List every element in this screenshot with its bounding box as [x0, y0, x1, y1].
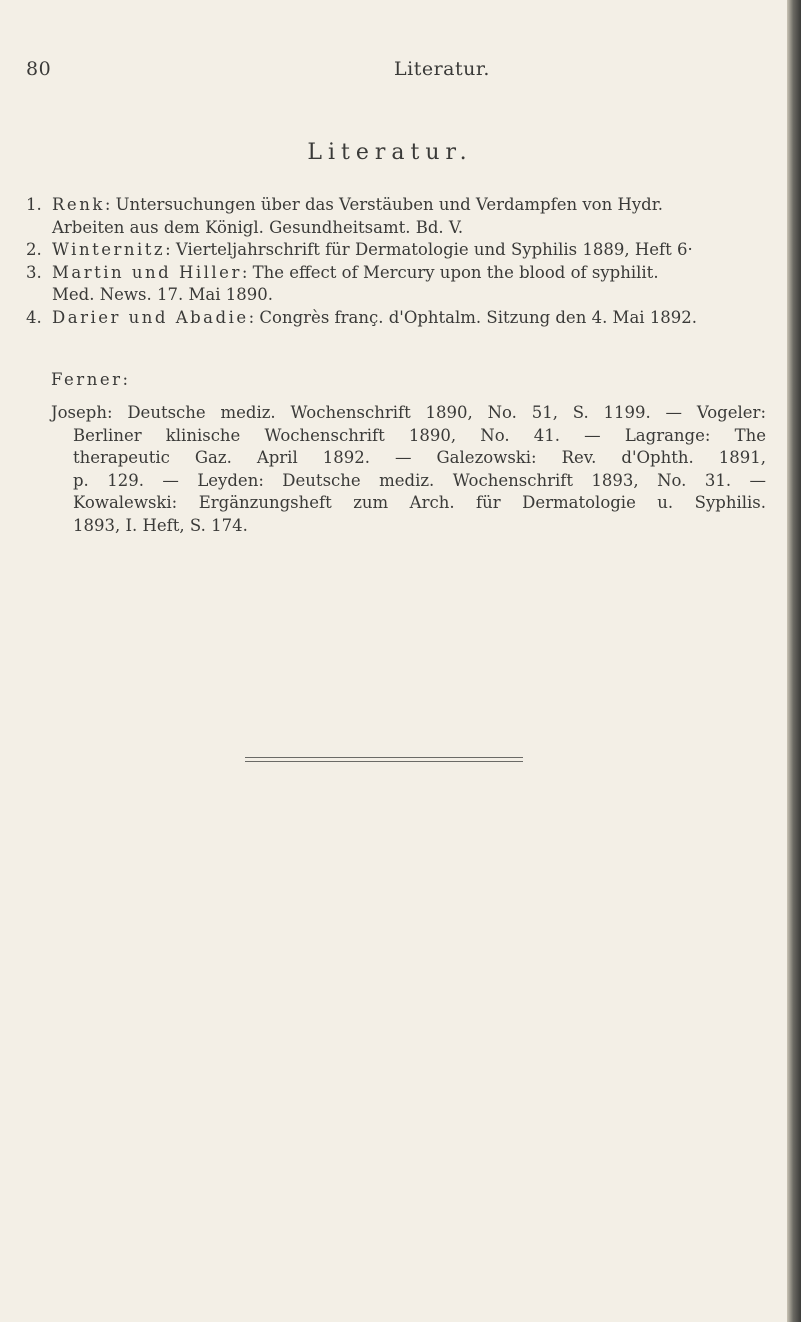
- reference-text: : Untersuchungen über das Verstäuben und Verdampfen von Hydr.: [104, 195, 664, 214]
- further-references-paragraph: [51, 402, 766, 537]
- page-edge-shadow: [787, 0, 801, 1322]
- reference-text: : The effect of Mercury upon the blood of syphilit.: [241, 262, 659, 282]
- reference-author: Martin und Hiller: [52, 262, 242, 282]
- reference-number: 2.: [26, 240, 42, 259]
- reference-continuation: Arbeiten aus dem Königl. Gesundheitsamt. Bd. V.: [52, 217, 464, 237]
- paragraph-line: 1893, I. Heft, S. 174.: [73, 515, 248, 535]
- reference-author: Winternitz: [52, 240, 166, 259]
- reference-item: [26, 239, 774, 262]
- reference-text: : Vierteljahrschrift für Dermatologie und Syphilis 1889, Heft 6·: [165, 240, 693, 259]
- end-rule-bottom: [245, 761, 523, 762]
- reference-number: 1.: [26, 195, 42, 214]
- reference-author: Renk: [52, 195, 105, 214]
- end-rule-top: [245, 757, 523, 758]
- reference-text: : Congrès franç. d'Ophtalm. Sitzung den 4. Mai 1892.: [248, 307, 698, 327]
- reference-item: [26, 307, 774, 330]
- reference-item: [26, 262, 774, 307]
- ferner-heading: Ferner:: [51, 370, 131, 389]
- running-title: Literatur.: [394, 58, 490, 80]
- reference-item: [26, 194, 774, 239]
- section-heading: Literatur.: [307, 140, 473, 165]
- reference-author: Darier und Abadie: [52, 307, 249, 327]
- paragraph-line: p. 129. — Leyden: Deutsche mediz. Wochenschrift 1893, No. 31. —: [73, 470, 766, 490]
- reference-number: 3.: [26, 262, 42, 282]
- paragraph-line: Kowalewski: Ergänzungsheft zum Arch. für Dermatologie u. Syphilis.: [73, 493, 766, 512]
- paragraph-line: Joseph: Deutsche mediz. Wochenschrift 1890, No. 51, S. 1199. — Vogeler:: [51, 403, 766, 422]
- paragraph-line: Berliner klinische Wochenschrift 1890, No. 41. — Lagrange: The: [73, 425, 766, 445]
- running-head: [0, 58, 780, 82]
- reference-list: [26, 194, 774, 329]
- paragraph-line: therapeutic Gaz. April 1892. — Galezowski: Rev. d'Ophth. 1891,: [73, 448, 766, 467]
- page-number: 80: [26, 58, 52, 80]
- reference-number: 4.: [26, 307, 42, 327]
- reference-continuation: Med. News. 17. Mai 1890.: [52, 285, 273, 304]
